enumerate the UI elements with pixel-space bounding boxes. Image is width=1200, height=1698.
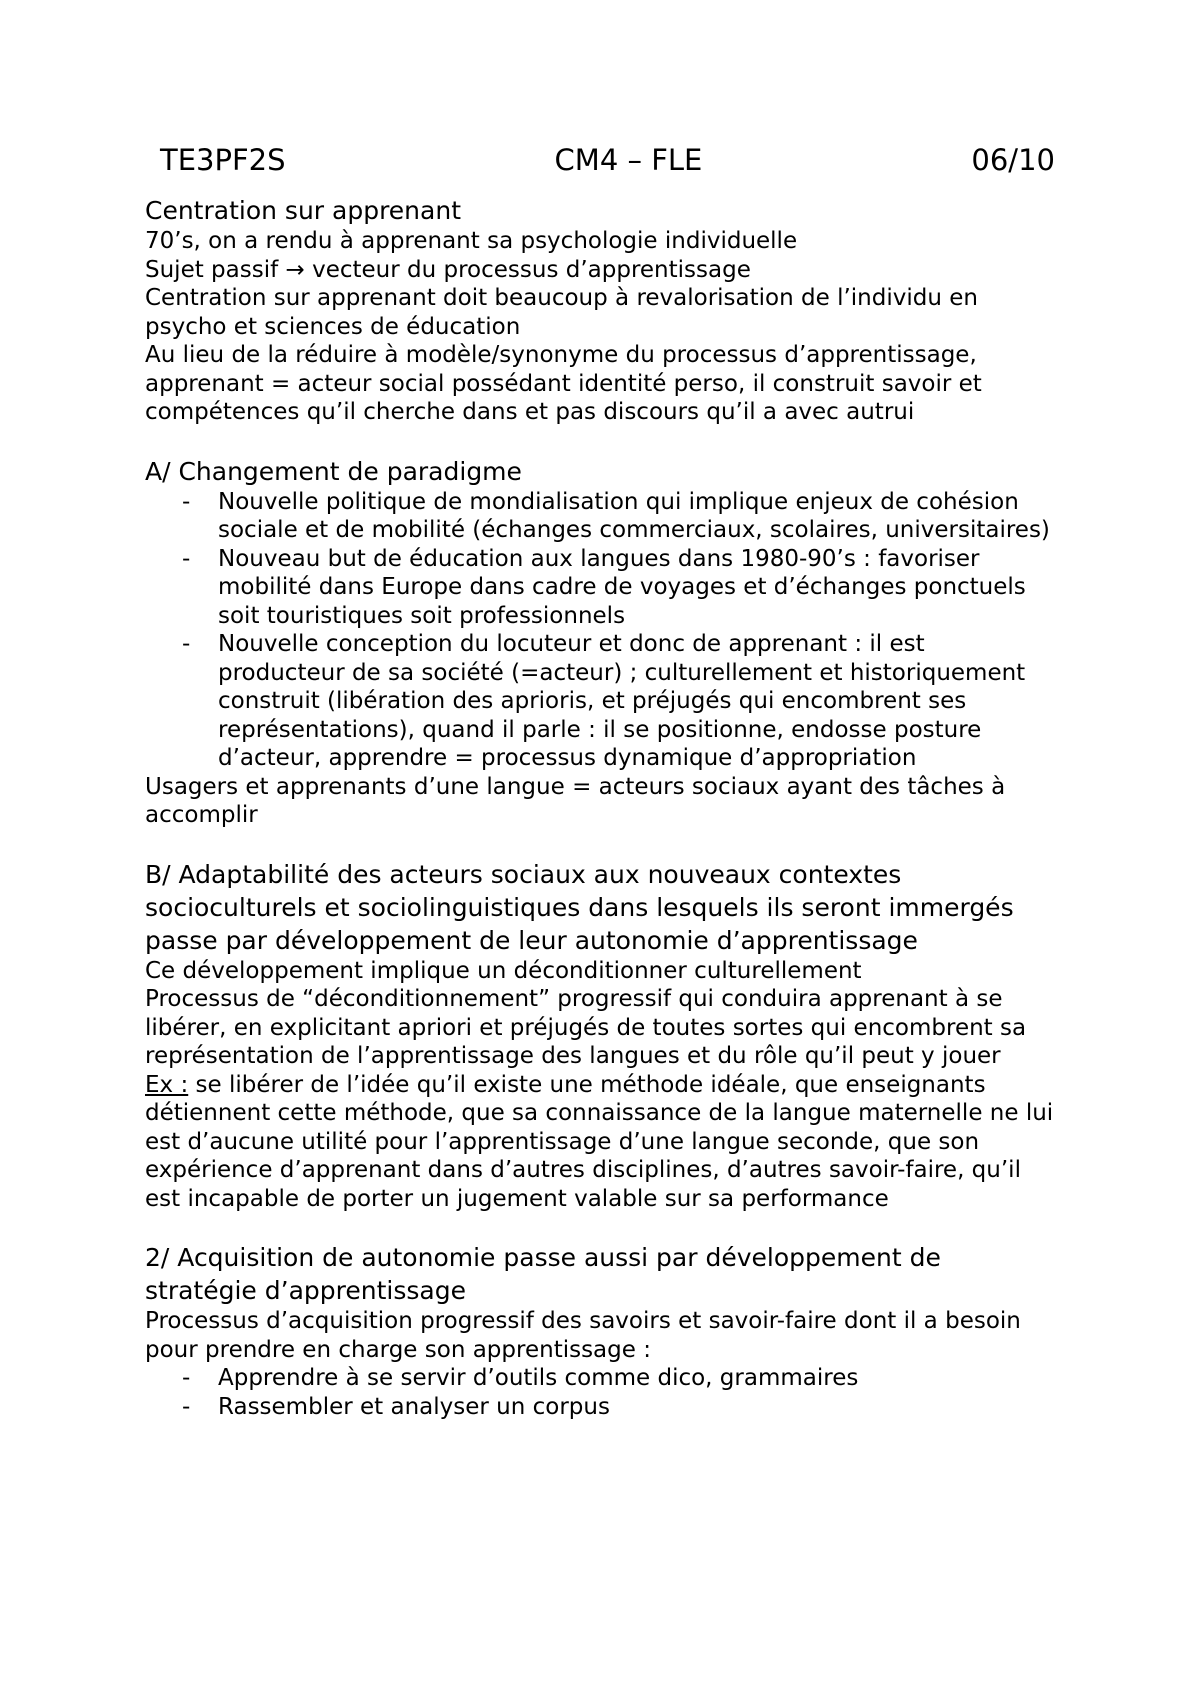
paragraph: Sujet passif → vecteur du processus d’apprentissage [145,256,751,283]
paragraph: Processus d’acquisition progressif des savoirs et savoir-faire dont il a besoin pour prendre en charge son apprentissage : [145,1308,1021,1363]
bullet-list [145,488,1055,773]
course-code: TE3PF2S [160,143,286,177]
section-heading: B/ Adaptabilité des acteurs sociaux aux nouveaux contextes socioculturels et sociolinguistiques dans lesquels ils seront immergés passe par développement de leur autonomie d’apprentissage [145,859,1014,955]
paragraph: Au lieu de la réduire à modèle/synonyme du processus d’apprentissage, apprenant = acteur social possédant identité perso, il construit savoir et compétences qu’il cherche dans et pas discours qu’il a avec autrui [145,342,982,425]
paragraph: Processus de “déconditionnement” progressif qui conduira apprenant à se libérer, en explicitant apriori et préjugés de toutes sortes qui encombrent sa représentation de l’apprentissage des langues et du rôle qu’il peut y jouer [145,986,1027,1069]
section-paradigme [145,455,1055,830]
bullet-list [145,1364,1055,1421]
spacer [145,830,1055,858]
spacer [145,427,1055,455]
paragraph: Centration sur apprenant doit beaucoup à revalorisation de l’individu en psycho et sciences de éducation [145,285,978,340]
list-item: - Rassembler et analyser un corpus [218,1393,1055,1422]
list-item: - Nouveau but de éducation aux langues dans 1980-90’s : favoriser mobilité dans Europe dans cadre de voyages et d’échanges ponctuels soit touristiques soit professionnels [218,545,1055,631]
section-adaptabilite [145,858,1055,1214]
paragraph: 70’s, on a rendu à apprenant sa psychologie individuelle [145,228,798,254]
document-page [145,140,1055,1421]
example-text: se libérer de l’idée qu’il existe une méthode idéale, que enseignants détiennent cette méthode, que sa connaissance de la langue maternelle ne lui est d’aucune utilité pour l’apprentissage d’une langue seconde, que son expérience d’apprenant dans d’autres disciplines, d’autres savoir-faire, qu’il est incapable de porter un jugement valable sur sa performance [145,1071,1054,1212]
spacer [145,1213,1055,1241]
example-label: Ex : [145,1071,189,1098]
page-header [145,140,1055,180]
section-strategie [145,1241,1055,1421]
list-item: - Nouvelle conception du locuteur et donc de apprenant : il est producteur de sa société (=acteur) ; culturellement et historiquement construit (libération des aprioris, et préjugés qui encombrent ses représentations), quand il parle : il se positionne, endosse posture d’acteur, apprendre = processus dynamique d’appropriation [218,630,1055,773]
section-centration [145,194,1055,427]
example-paragraph [145,1071,1055,1214]
paragraph: Usagers et apprenants d’une langue = acteurs sociaux ayant des tâches à accomplir [145,773,1006,828]
paragraph: Ce développement implique un déconditionner culturellement [145,957,862,984]
list-item: - Nouvelle politique de mondialisation qui implique enjeux de cohésion sociale et de mobilité (échanges commerciaux, scolaires, universitaires) [218,488,1055,545]
lecture-date: 06/10 [971,143,1055,177]
section-heading: Centration sur apprenant [145,196,461,225]
lecture-title: CM4 – FLE [554,143,703,177]
list-item: - Apprendre à se servir d’outils comme dico, grammaires [218,1364,1055,1393]
section-heading: A/ Changement de paradigme [145,456,522,486]
section-heading: 2/ Acquisition de autonomie passe aussi par développement de stratégie d’apprentissage [145,1243,941,1305]
